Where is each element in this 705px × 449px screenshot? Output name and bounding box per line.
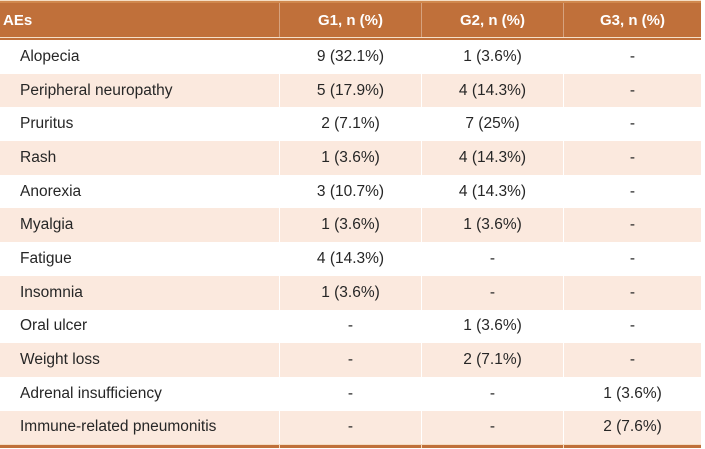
ae-name-cell: Adrenal insufficiency: [20, 384, 162, 402]
header-g1: G1, n (%): [279, 3, 421, 37]
g2-value-cell: -: [421, 242, 563, 276]
ae-name-cell: Rash: [20, 148, 57, 166]
g2-value-cell: 4 (14.3%): [421, 141, 563, 175]
g1-value-cell: 3 (10.7%): [279, 175, 421, 209]
ae-name-cell: Insomnia: [20, 283, 83, 301]
g2-value-cell: 4 (14.3%): [421, 175, 563, 209]
table-row: [0, 107, 701, 141]
g1-value-cell: -: [279, 377, 421, 411]
g2-value-cell: 1 (3.6%): [421, 40, 563, 74]
ae-name-cell: Peripheral neuropathy: [20, 81, 173, 99]
g3-value-cell: -: [563, 40, 701, 74]
g3-value-cell: 2 (7.6%): [563, 411, 701, 445]
g3-value-cell: -: [563, 107, 701, 141]
g3-value-cell: -: [563, 242, 701, 276]
ae-name-cell: Myalgia: [20, 216, 74, 234]
table-row: [0, 377, 701, 411]
table-row: [0, 276, 701, 310]
g1-value-cell: 1 (3.6%): [279, 141, 421, 175]
g3-value-cell: -: [563, 74, 701, 108]
g1-value-cell: 9 (32.1%): [279, 40, 421, 74]
g3-value-cell: -: [563, 208, 701, 242]
table-row: [0, 310, 701, 344]
table-row: [0, 411, 701, 445]
g3-value-cell: -: [563, 343, 701, 377]
g1-value-cell: -: [279, 411, 421, 445]
g3-value-cell: 1 (3.6%): [563, 377, 701, 411]
table-bottom-border: [0, 445, 701, 448]
ae-name-cell: Pruritus: [20, 115, 74, 133]
ae-name-cell: Alopecia: [20, 47, 80, 65]
g1-value-cell: 2 (7.1%): [279, 107, 421, 141]
table-header-row: [0, 3, 701, 37]
header-aes: AEs: [3, 11, 33, 29]
table-row: [0, 175, 701, 209]
g3-value-cell: -: [563, 141, 701, 175]
g3-value-cell: -: [563, 175, 701, 209]
table-row: [0, 74, 701, 108]
ae-name-cell: Fatigue: [20, 249, 72, 267]
g3-value-cell: -: [563, 276, 701, 310]
g1-value-cell: -: [279, 310, 421, 344]
g2-value-cell: 1 (3.6%): [421, 310, 563, 344]
ae-name-cell: Weight loss: [20, 351, 100, 369]
g2-value-cell: -: [421, 411, 563, 445]
table-row: [0, 343, 701, 377]
table-row: [0, 40, 701, 74]
g1-value-cell: 1 (3.6%): [279, 276, 421, 310]
ae-name-cell: Oral ulcer: [20, 317, 88, 335]
g1-value-cell: 5 (17.9%): [279, 74, 421, 108]
ae-name-cell: Immune-related pneumonitis: [20, 418, 217, 436]
g2-value-cell: 2 (7.1%): [421, 343, 563, 377]
g2-value-cell: 1 (3.6%): [421, 208, 563, 242]
header-g2: G2, n (%): [421, 3, 563, 37]
g1-value-cell: 4 (14.3%): [279, 242, 421, 276]
g3-value-cell: -: [563, 310, 701, 344]
table-row: [0, 208, 701, 242]
header-g3: G3, n (%): [563, 3, 701, 37]
table-row: [0, 141, 701, 175]
table-row: [0, 242, 701, 276]
g2-value-cell: -: [421, 377, 563, 411]
g2-value-cell: 7 (25%): [421, 107, 563, 141]
g2-value-cell: 4 (14.3%): [421, 74, 563, 108]
g1-value-cell: -: [279, 343, 421, 377]
g2-value-cell: -: [421, 276, 563, 310]
g1-value-cell: 1 (3.6%): [279, 208, 421, 242]
ae-name-cell: Anorexia: [20, 182, 82, 200]
